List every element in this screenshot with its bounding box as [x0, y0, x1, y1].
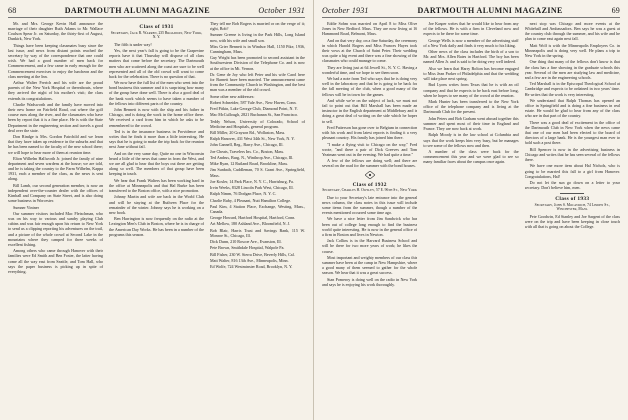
paragraph: Ben Harrington is now frequently on the radio at the Lexington Men's Club in Boston, where he is in charge of the American Day Works. He has been in a number of the programs this season. — [109, 216, 204, 237]
paragraph: Mac McCullough, 2821 Buchanan St., San Francisco. — [210, 112, 299, 118]
class-heading: Class of 1933 — [555, 196, 590, 203]
text-columns — [322, 21, 620, 420]
paragraph: Charlie Ruby, 4 Pleasant, Nutt Hamilton College. — [210, 197, 292, 203]
paragraph: John Peters and Bob Graham went abroad together this summer and spent most of their time in England and France. They are now back at work. — [423, 115, 519, 132]
paragraph: Teddy Nelson, University of Colorado, School of Medicine and Hospitals, general program. — [210, 118, 305, 129]
paragraph: Don Rindge is Mrs. Gordon Fairchild and we learn that they have taken up residence in the suburbs and that he has been named to the faculty of the new school there; we will hope to hear more of them at reunion time. — [8, 134, 103, 155]
class-heading: Class of 1932 — [352, 181, 387, 188]
paragraph: Dr. Gene de Joy who left Peter and his wife Carol here for Barnett have been married. The announcement came from the Community Church in Washington, and the best man was a member of the old crowd. — [210, 71, 305, 93]
paragraph: Ted is in the insurance business in Providence and writes that he finds it more than a little interesting. He says that he is going to make the trip back for the reunion next June without fail. — [109, 128, 204, 150]
paragraph: A few of the fellows are doing well; and there are several on the road for the summer with the bond houses. — [322, 158, 418, 169]
paragraph: A number of the class were back for the commencement this year and we were glad to see so many familiar faces about the campus once again. — [423, 149, 519, 165]
paragraph: Fred Pitkin, Lake George Club, Diamond Point, N. Y. — [210, 106, 298, 111]
paragraph: Art Mellow, 180 Ashland Ave., Bloomfield, N. J. — [210, 221, 291, 227]
paragraph: We have one more item about Hal Nichols, who is going to be married this fall to a girl from Hanover. Congratulations, Hal! — [524, 163, 620, 179]
paragraph: Robert Schneider, 587 Yale Ave., New Haven, Conn. — [210, 99, 297, 105]
issue-date: October 1931 — [322, 6, 369, 15]
paragraph: Matt Walter, 816 13th Ave., Minneapolis, Minn. — [210, 257, 289, 263]
paragraph: Paul Kim, 4 Station Place, Exchange, Westing, Mass., Canada. — [210, 203, 305, 214]
paragraph: Our summer visitors included Mac Fleischman, who was on his way to various and sundry playing Club cabins and was fair enough upon his return to New York to send us a clipping reporting his adventures on the trail, and a picture of the whole crowd at Second Lake in the mountains where they camped for three weeks of excellent fishing. — [8, 210, 103, 247]
paragraph: Mr. and Mrs. George Kevin Hall announce the marriage of their daughter Ruth Adams to Mr. Wallace Coulson Spear Jr. on Saturday, the thirty-first of August, Dunkirk, New York. — [8, 21, 103, 42]
paragraph: Sumner Greene is living in the Park Hills, Long Island now, with his wife and small son. — [210, 32, 305, 43]
paragraph: And on that very day, on a fine Saturday, the ceremony in which Harold Rogers and Miss Frances Hayes took their vows at the Church of Saint Peter. Their wedding was quite a big event and there was a fine showing of the classmates who could manage to come. — [322, 37, 418, 64]
paragraph: George Howard, Hartford Hospital, Hartford, Conn. — [210, 215, 296, 221]
paragraph: George Wells is now a member of the advertising staff of a New York daily and finds it very much to his liking. — [423, 37, 519, 48]
paragraph: Pete Goodwin, Ed Stanley and Joe Sargent of the class were on the trip and have been keeping in close touch with all that is going on about the College. — [524, 214, 620, 230]
paragraph: The fifth is under way! — [114, 41, 152, 47]
section-ornament-icon — [365, 171, 375, 179]
column-2 — [423, 21, 518, 420]
column-3 — [525, 21, 620, 420]
paragraph: We understand that Ralph Thomas has opened an office in Springfield and is doing a fine business in real estate. He would be glad to hear from any of the class who are in that part of the country. — [524, 97, 620, 119]
column-1 — [322, 21, 417, 420]
paragraph: Also we learn that Harry Bolton has become engaged to Miss Jean Parker of Philadelphia and that the wedding will take place next spring. — [423, 65, 519, 82]
paragraph: Yes, the next year's fall is going to be the Grapevine reports have it that Thursday will dispose of all class matters that come before the secretary. The Dartmouth men who are scattered along the coast are sure to be well represented and all of the old crowd will want to come back for the celebration. There is no question of that. — [109, 48, 204, 79]
paragraph: Bill Lamb, our second generation member, is now an independent over-the-counter dealer with the offices of Kimball and Company on State Street, and is also doing some business in Worcester. — [8, 182, 103, 204]
paragraph: Arthur Walter Frerich and his wife are the proud parents of the New York Hospital or thereabouts, where they arrived the night of his mother's visit; the class extends its congratulations. — [8, 80, 103, 101]
column-2 — [109, 21, 204, 420]
paragraph: They tell me Bob Rogers is married or on the verge of it; right, Bob? — [210, 21, 305, 32]
paragraph: Most important and weighty members of our class this summer have been at the camp in New Hampshire, where a good many of them seemed to gather for the whole season. We hear that it was a great success. — [322, 254, 418, 276]
paragraph: Ralph Moody is in the law school at Columbia and says that the work keeps him very busy, but he manages to see some of the fellows now and then. — [423, 132, 519, 148]
class-secretary: Secretary, Charles H. Owsley, 57 E. 96th St., New York — [322, 188, 418, 193]
paragraph: next stop was Chicago and more events at the Whitehall and Ambassadors. Ben says he was a guest at the country club through the summer, and his wife and he plan to come east again next fall. — [524, 21, 620, 42]
column-3 — [210, 21, 305, 420]
paragraph: And while we're on the subject of luck, we must not fail to point out that Bill Marshall has been made an instructor in the English department at Middlebury and is doing a great deal of writing on the side which he hopes to sell. — [322, 97, 418, 124]
paragraph: Some other new addresses: — [210, 93, 255, 99]
paragraph: Elton Wilhelm Hallworth Jr. joined the family of nine department and seven wardens at the house; we are told, and he is taking the country to the Farm Wilhelm, Kappa 1931, each a member of the class, as the news is sent along. — [8, 155, 103, 182]
paragraph: Ralph Nimm, 76 Dodgan Place, N. Y. C. — [210, 191, 277, 197]
running-head-right — [322, 6, 620, 18]
paragraph: "I make a flying visit to Chicago on the way," Fred wrote, "and there a pair of Dick Greeves and Tom Yeatman went out in the evening. We had quite a time." — [322, 141, 418, 157]
paragraph: Sumner Vintner — [13, 204, 39, 210]
paragraph: We have a nice letter from Jim Sandwick who has been out of college long enough to find the business world quite interesting. He is now in the general office of a firm in Boston and lives in Newton. — [322, 216, 418, 237]
paragraph: Bud Lyons writes from Texas that he is with an oil company and that he expects to be back east before long, when he hopes to see many of the crowd at the reunion. — [423, 82, 519, 98]
paragraph: Mark Hunter has been transferred to the New York office of the telephone company and is living at the Dartmouth Club for the present. — [423, 99, 519, 115]
paragraph: Fred Patterson has gone over to Belgium in connection with his work and from latest reports is finding it a very pleasant country. His family has joined him there. — [322, 124, 418, 141]
paragraph: Dick Dunn, 210 Roscoe Ave., Evanston, Ill. — [210, 239, 282, 245]
paragraph: Johnny Martin and wife are back in the World Club and will be staying at the Ruthven Place for the remainder of the winter. Johnny says he is working on a new book. — [109, 194, 204, 215]
paragraph: One thing that many of the fellows don't know is that the class has a fine showing in the graduate schools this year. Several of the men are studying law and medicine, and a few are in the engineering schools. — [524, 59, 620, 80]
paragraph: Jack Collins is in the Harvard Business School and will be there for two more years of work; he likes the course. — [322, 238, 418, 254]
paragraph: Joe Kasper writes that he would like to hear from any of the fellows. He is with a firm in Cleveland now and expects to be there for some time. — [423, 21, 519, 37]
paragraph: Joe Kosler, 14 Park Place, N. Y. C., Harrisburg, Pa. — [210, 178, 294, 184]
paragraph: Bill Fisher, 230 W. Sierra Drive, Beverly Hills, Cal. — [210, 251, 295, 257]
paragraph: Bob Blair, Harris Trust and Savings Bank, 115 W. Monroe St., Chicago, Ill. — [210, 227, 305, 238]
right-page — [314, 0, 628, 420]
class-secretary: Secretary, Jack R. Warren, 235 Broadway, New York, N. Y. — [110, 30, 203, 40]
magazine-title: DARTMOUTH ALUMNI MAGAZINE — [64, 6, 211, 15]
paragraph: Pete Brown, Smithdale Hospital, Walpole Pa. — [210, 245, 285, 251]
paragraph: Other news of the class includes the birth of a son to Mr. and Mrs. Allen Bates in Hartford. The boy has been named Allen Jr. and is said to be doing very well indeed. — [423, 49, 519, 65]
paragraph: And on the very same day, Quite no one in Wisconsin heard a little of the news that came in from the West, and we are all glad to hear that the boys out there are getting along so well. The members of that group have been keeping in touch. — [109, 150, 204, 177]
paragraph: They are living just at 64 Jewell St., N. Y. C. Having a wonderful time, and we hope to see them soon. — [322, 64, 418, 75]
paragraph: We had a note from Ted who says that he is doing very well in the laboratory and that he is going to be back for the fall meeting of the club, when a good many of the fellows will be in town for the games. — [322, 76, 418, 97]
paragraph: Ted Andrus, Burg, N., Winthrop Ave., Chicago, Ill. — [210, 154, 294, 160]
column-1 — [8, 21, 103, 420]
paragraph: Ted Marshall is in the Episcopal Theological School at Cambridge and expects to be ordained in two years' time. He writes that the work is very interesting. — [524, 81, 620, 97]
paragraph: Things have been keeping classmates busy since the last issue, and news from distant points reached the secretary by way of the correspondence that one could wish. We had a good number of men back for Commencement, and a few came in early enough for the Commencement exercises to enjoy the luncheon and the class meeting at the Inn. — [8, 42, 103, 79]
paragraph: Jim Sunbath, Cuddleman, 70 S. Grant Ave., Springfield, Mass. — [210, 167, 305, 178]
text-columns — [8, 21, 305, 420]
paragraph: We now have the full list of the men who went into the bond business this summer and it is surprising how many of the group have done well. There is also a good deal of the bank work which seems to have taken a number of the fellows into different parts of the country. — [109, 80, 204, 106]
paragraph: Do not let the sun go down on a letter to your secretary. Don't believe him, men. — [524, 180, 620, 191]
running-head-left — [8, 6, 305, 18]
issue-date: October 1931 — [258, 6, 305, 15]
paragraph: Guy Wright has been promoted to second assistant in the Southwestern Division of the Telephone Co. and is now at the office in Mt. Vernon. — [210, 55, 305, 71]
paragraph: Miss Grier Bennett is in Windsor Hall, 1150 Pike, 1936, Cunningham, Mass. — [210, 43, 305, 54]
paragraph: Irvin Weeks, 8328 Lincoln Park West, Chicago, Ill. — [210, 185, 294, 191]
paragraph: Matt Wolf is with the Minneapolis Employers Co. in Minneapolis and is doing very well. He plans a trip to New York in the spring. — [524, 42, 620, 59]
section-divider — [560, 193, 584, 194]
paragraph: We hear that Frank Walters has been working hard in the office at Minneapolis and that Hal Burke has been transferred to the Boston office, with a nice promotion. — [109, 177, 204, 194]
paragraph: Among others who came through Hanover with their families were Ed Smith and Ben Foster, the latter having come all the way east from Seattle, and Tom Hall, who says the paper business is picking up in spite of everything. — [8, 248, 103, 274]
paragraph: John Bennett is now with the ship and his father in Chicago, and is doing the work in the home office there. We received a card from him in which he asks to be remembered to the crowd. — [109, 107, 204, 128]
paragraph: Mike Ryan, 12 Rutland Road, Brookline, Mass. — [210, 161, 289, 167]
page-number: 69 — [611, 6, 620, 15]
paragraph: Ralph Hanover, 431 West 34th St., New York, N. Y. — [210, 136, 295, 142]
paragraph: Charlie Wadsworth and the family have moved into their new home on Fairfield Road, out where the golf course runs along the river, and the classmates who have been by report that it is a fine place. He is with the State Department in the engineering section and travels a good deal over the state. — [8, 101, 103, 133]
page-number: 68 — [8, 6, 17, 15]
class-secretary: Secretary, John S. Mocavrich, 74 Linden St., Winchester, Mass. — [534, 202, 610, 212]
paragraph: Eddie Sohm was married on April 8 to Miss Olive Jones in New Bedford. Mass. They are now living at 16 Hammond Road, Belmont, Mass. — [322, 21, 418, 37]
magazine-title: DARTMOUTH ALUMNI MAGAZINE — [417, 6, 563, 15]
paragraph: Joe Cheats, Travelers Ins. Co., Boston, Mass. — [210, 148, 285, 154]
paragraph: Stan Pomeroy is doing well on the radio in New York and says he is enjoying his work thoroughly. — [322, 276, 418, 287]
paragraph: There was a good deal of excitement in the office of the Dartmouth Club in New York when the news came that one of our men had been elected to the board of directors of a large bank. He is the youngest man ever to hold such a post there. — [524, 119, 620, 146]
paragraph: John Gannell, Reg., Barry Ave., Chicago, Ill. — [210, 142, 284, 148]
paragraph: Bill Miller, 20 Grayson Rd., Wollaston, Mass. — [210, 129, 286, 135]
paragraph: Ed Wolfe, 724 Westminster Road, Brooklyn, N. Y. — [210, 264, 293, 270]
class-heading: Class of 1931 — [139, 24, 174, 30]
paragraph: Bill Spencer is now in the advertising business in Chicago and writes that he has seen several of the fellows there. — [524, 146, 620, 163]
paragraph: Due to your Secretary's late entrance into the general news column, the class notes in this issue will include some items from the summer, though a number of the events mentioned occurred some time ago. — [322, 194, 418, 216]
